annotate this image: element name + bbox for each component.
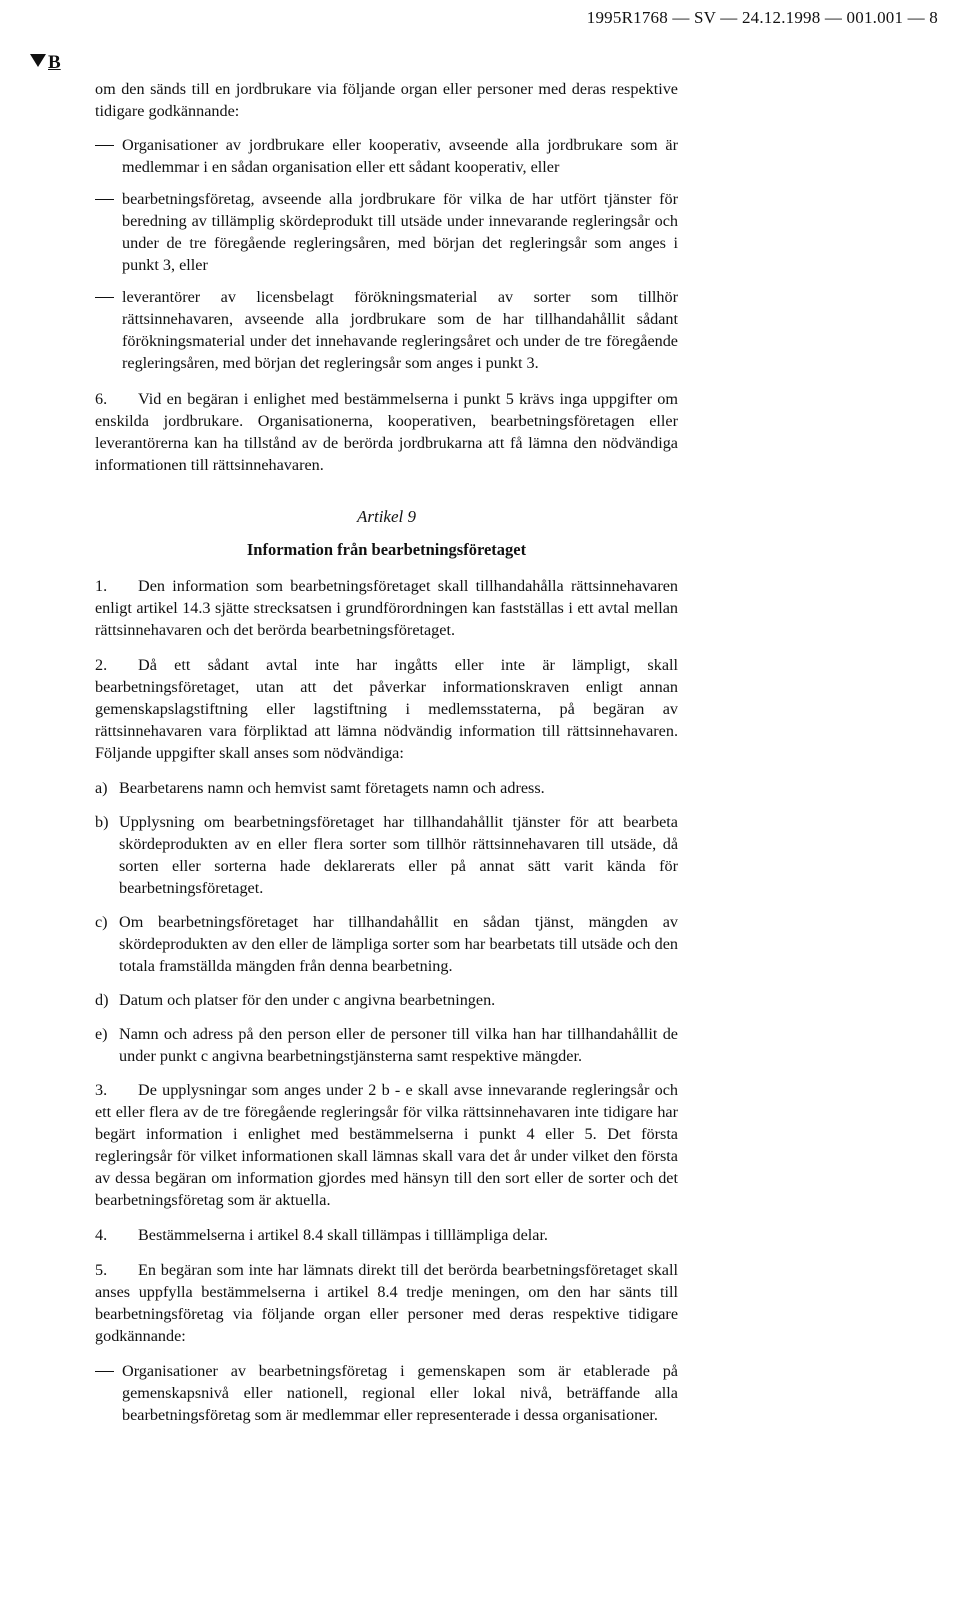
lettered-item bbox=[95, 777, 678, 799]
consolidation-marker bbox=[30, 52, 61, 74]
lettered-item bbox=[95, 1023, 678, 1067]
article-paragraph-3 bbox=[95, 1079, 678, 1211]
article-paragraph-4 bbox=[95, 1224, 678, 1246]
article-paragraph-5 bbox=[95, 1259, 678, 1347]
dash-item: bearbetningsföretag, avseende alla jordbrukare för vilka de har utfört tjänster för beredning av tillämplig skördeprodukt till utsäde under innevarande regleringsår och under de tre föregående regleringsåren, med början det regleringsår som anges i punkt 3, eller bbox=[95, 188, 678, 276]
item-text: Datum och platser för den under c angivna bearbetningen. bbox=[119, 991, 496, 1009]
item-text: Namn och adress på den person eller de personer till vilka han har tillhandahållit de under punkt c angivna bearbetningstjänsterna samt respektive mängder. bbox=[119, 1025, 678, 1065]
paragraph-number: 2. bbox=[95, 656, 108, 674]
item-text: Upplysning om bearbetningsföretaget har tillhandahållit tjänster för att bearbeta skördeprodukten av en eller flera sorter som tillhör rättsinnehavaren till utsäde, då sorten eller sorterna hade deklarerats eller på annat sätt varit kända för bearbetningsföretaget. bbox=[119, 813, 678, 897]
dash-item: Organisationer av jordbrukare eller kooperativ, avseende alla jordbrukare som är medlemmar i en sådan organisation eller ett sådant kooperativ, eller bbox=[95, 134, 678, 178]
paragraph-number: 1. bbox=[95, 577, 108, 595]
item-text: Bearbetarens namn och hemvist samt företagets namn och adress. bbox=[119, 779, 545, 797]
lettered-item bbox=[95, 911, 678, 977]
item-text: Om bearbetningsföretaget har tillhandahållit en sådan tjänst, mängden av skördeprodukten av den eller de lämpliga sorter som har bearbetats till utsäde och den totala framställda mängden från denna bearbetning. bbox=[119, 913, 678, 975]
article-paragraph-2 bbox=[95, 654, 678, 764]
marker-letter: B bbox=[48, 52, 61, 73]
paragraph-text: De upplysningar som anges under 2 b - e skall avse innevarande regleringsår och ett eller flera av de tre föregående regleringsår för vilka rättsinnehavaren inte tidigare har begärt information i enlighet med bestämmelserna i punkt 4 eller 5. Det första regleringsår för vilket informationen skall lämnas skall vara det år under vilket den första av dessa begäran om information gjordes med hänsyn till den sort eller de sorter och det bearbetningsföretag som är aktuella. bbox=[95, 1081, 678, 1209]
paragraph-text: Då ett sådant avtal inte har ingåtts eller inte är lämpligt, skall bearbetningsföretaget, utan att det påverkar informationskraven enligt annan gemenskapslagstiftning eller lagstiftning i medlemsstaterna, på begäran av rättsinnehavaren vara förpliktad att lämna nödvändig information till rättsinnehavaren. Följande uppgifter skall anses som nödvändiga: bbox=[95, 656, 678, 762]
paragraph-text: Bestämmelserna i artikel 8.4 skall tillämpas i tilllämpliga delar. bbox=[138, 1226, 548, 1244]
intro-paragraph: om den sänds till en jordbrukare via följande organ eller personer med deras respektive tidigare godkännande: bbox=[95, 80, 678, 120]
dash-item: leverantörer av licensbelagt förökningsmaterial av sorter som tillhör rättsinnehavaren, avseende alla jordbrukare som de har tillhandahållit sådant förökningsmaterial under det innehavande regleringsåret och under de tre föregående regleringsåren, med början det regleringsår som anges i punkt 3. bbox=[95, 286, 678, 374]
paragraph-number: 3. bbox=[95, 1081, 108, 1099]
lettered-item bbox=[95, 989, 678, 1011]
triangle-down-icon bbox=[30, 54, 46, 67]
paragraph-number: 4. bbox=[95, 1226, 108, 1244]
document-reference-header: 1995R1768 — SV — 24.12.1998 — 001.001 — 8 bbox=[586, 8, 938, 27]
paragraph-number: 6. bbox=[95, 390, 108, 408]
paragraph-text: Vid en begäran i enlighet med bestämmelserna i punkt 5 krävs inga uppgifter om enskilda jordbrukare. Organisationerna, kooperativen, bearbetningsföretagen eller leverantörerna kan ha tillstånd av de berörda jordbrukarna att få lämna den nödvändiga informationen till rättsinnehavaren. bbox=[95, 390, 678, 474]
paragraph-text: En begäran som inte har lämnats direkt till det berörda bearbetningsföretaget skall anses uppfylla bestämmelserna i artikel 8.4 tredje meningen, om den har sänts till bearbetningsföretag via följande organ eller personer med deras respektive tidigare godkännande: bbox=[95, 1261, 678, 1345]
article-heading: Information från bearbetningsföretaget bbox=[246, 540, 527, 559]
article-title: Artikel 9 bbox=[356, 507, 416, 526]
item-label: a) bbox=[95, 779, 108, 797]
item-label: c) bbox=[95, 913, 108, 931]
paragraph-number: 5. bbox=[95, 1261, 108, 1279]
paragraph-6 bbox=[95, 388, 678, 476]
paragraph-text: Den information som bearbetningsföretaget skall tillhandahålla rättsinnehavaren enligt artikel 14.3 sjätte strecksatsen i grundförordningen kan fastställas i ett avtal mellan rättsinnehavaren och det berörda bearbetningsföretaget. bbox=[95, 577, 678, 639]
dash-item: Organisationer av bearbetningsföretag i gemenskapen som är etablerade på gemenskapsnivå eller nationell, regional eller lokal nivå, beträffande alla bearbetningsföretag som är medlemmar eller representerade i dessa organisationer. bbox=[95, 1360, 678, 1426]
document-body bbox=[95, 78, 678, 1436]
item-label: d) bbox=[95, 991, 109, 1009]
lettered-item bbox=[95, 811, 678, 899]
item-label: e) bbox=[95, 1025, 108, 1043]
article-paragraph-1 bbox=[95, 575, 678, 641]
item-label: b) bbox=[95, 813, 109, 831]
